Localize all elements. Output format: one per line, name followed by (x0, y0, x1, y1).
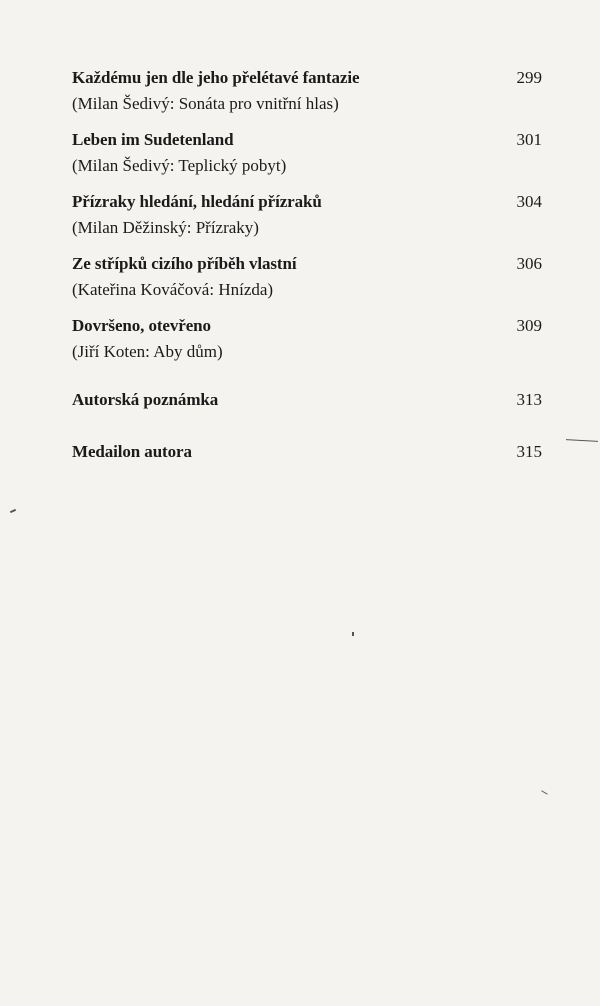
toc-entry-row (72, 440, 542, 464)
toc-entry-row (72, 66, 542, 90)
toc-entry-page: 309 (516, 316, 542, 335)
toc-entry-title: Přízraky hledání, hledání přízraků (72, 192, 322, 211)
toc-entry-page: 306 (516, 254, 542, 273)
toc-entry-row (72, 314, 542, 338)
toc-entry (72, 314, 542, 364)
toc-entry-page: 315 (516, 442, 542, 461)
toc-entry-title: Ze střípků cizího příběh vlastní (72, 254, 297, 273)
toc-entry-subtitle: (Kateřina Kováčová: Hnízda) (72, 280, 274, 299)
toc-entry-page: 313 (516, 390, 542, 409)
toc-entry-title: Každému jen dle jeho přelétavé fantazie (72, 68, 360, 87)
toc-entry (72, 252, 542, 302)
toc-entry (72, 190, 542, 240)
toc-entry-title: Leben im Sudetenland (72, 130, 234, 149)
toc-entry-row (72, 388, 542, 412)
toc-entry-title: Autorská poznámka (72, 390, 219, 409)
toc-entry-page: 304 (516, 192, 542, 211)
toc-entry (72, 440, 542, 464)
toc-entry-row (72, 190, 542, 214)
table-of-contents (72, 66, 542, 464)
toc-entry-page: 301 (516, 130, 542, 149)
toc-entry-title: Medailon autora (72, 442, 192, 461)
toc-entry-subtitle: (Jiří Koten: Aby dům) (72, 342, 223, 361)
toc-entry-title: Dovršeno, otevřeno (72, 316, 211, 335)
toc-entry-subtitle: (Milan Šedivý: Sonáta pro vnitřní hlas) (72, 94, 339, 113)
scan-mark (10, 509, 16, 513)
toc-entry-subtitle: (Milan Děžinský: Přízraky) (72, 218, 259, 237)
toc-entry (72, 128, 542, 178)
toc-entry-subtitle: (Milan Šedivý: Teplický pobyt) (72, 156, 287, 175)
toc-entry (72, 66, 542, 116)
toc-entry-row (72, 252, 542, 276)
toc-entry (72, 388, 542, 412)
scan-mark (541, 790, 548, 794)
scan-mark (566, 439, 598, 442)
toc-entry-row (72, 128, 542, 152)
scan-mark (352, 632, 354, 636)
toc-entry-page: 299 (516, 68, 542, 87)
